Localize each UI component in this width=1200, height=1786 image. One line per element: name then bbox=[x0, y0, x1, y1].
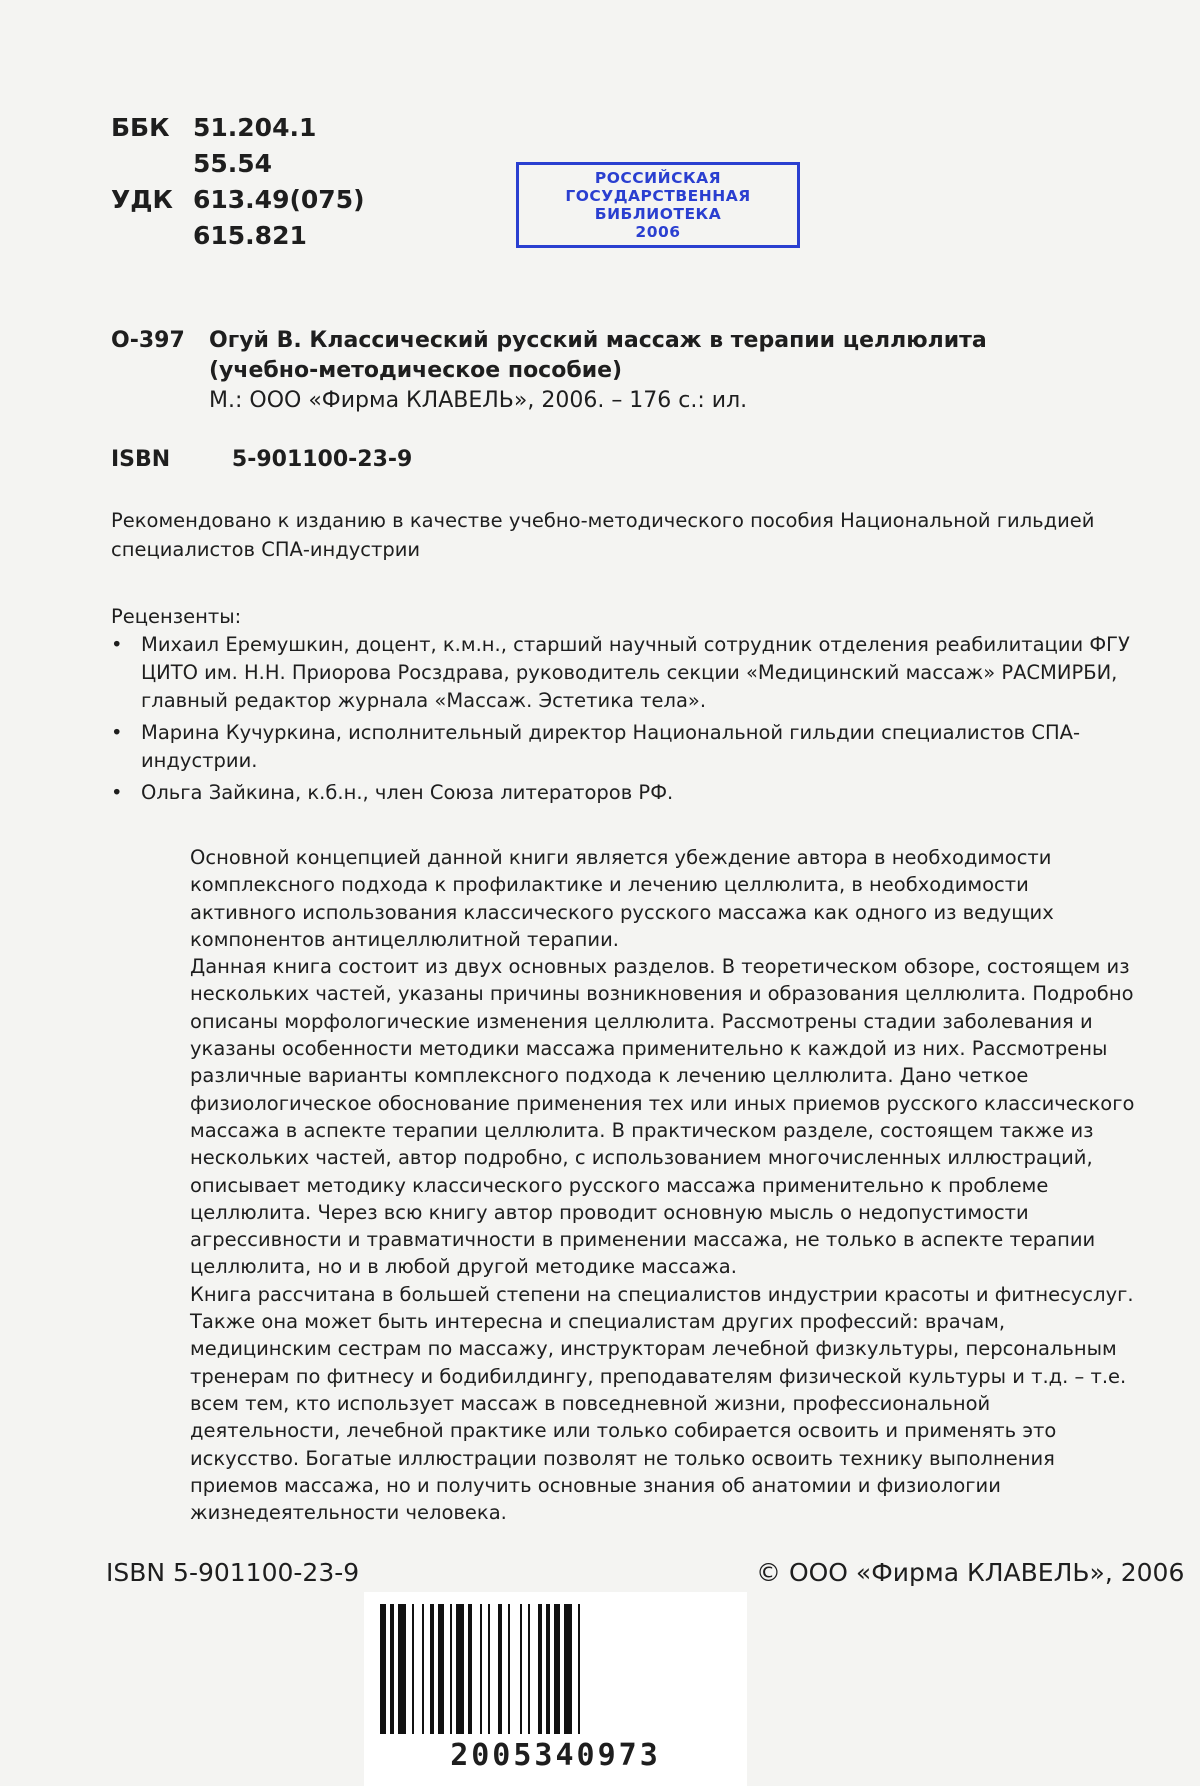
barcode-number: 2005340973 bbox=[450, 1738, 661, 1773]
barcode-bar bbox=[390, 1604, 394, 1734]
reviewers-section bbox=[111, 603, 1141, 807]
annotation-paragraph-3: Книга рассчитана в большей степени на специалистов индустрии красоты и фитнесуслуг. Также она может быть интересна и специалистам других профессий: врачам, медицинским сестрам по массажу, инструкторам лечебной физкультуры, персональным тренерам по фитнесу и бодибилдингу, преподавателям физической культуры и т.д. – т.е. всем тем, кто использует массаж в повседневной жизни, профессиональной деятельности, лечебной практике или только собирается освоить и применять это искусство. Богатые иллюстрации позволят не только освоить технику выполнения приемов массажа, но и получить основные знания об анатомии и физиологии жизнедеятельности человека. bbox=[190, 1282, 1134, 1525]
barcode-bar bbox=[564, 1604, 572, 1734]
barcode-bars bbox=[376, 1604, 735, 1734]
book-title-line-2: (учебно-методическое пособие) bbox=[209, 358, 623, 383]
barcode-bar bbox=[508, 1604, 510, 1734]
barcode-bar bbox=[430, 1604, 434, 1734]
udk-code-2: 615.821 bbox=[193, 221, 307, 250]
barcode-bar bbox=[554, 1604, 560, 1734]
annotation-text bbox=[190, 844, 1140, 1526]
bbk-label: ББК bbox=[111, 113, 170, 142]
stamp-line-4: 2006 bbox=[635, 223, 681, 241]
barcode-bar bbox=[528, 1604, 530, 1734]
reviewers-list bbox=[111, 631, 1141, 807]
bbk-code-2: 55.54 bbox=[193, 149, 273, 178]
recommendation-text: Рекомендовано к изданию в качестве учебно-методического пособия Национальной гильдией специалистов СПА-индустрии bbox=[111, 509, 1095, 561]
barcode-bar bbox=[488, 1604, 490, 1734]
barcode-bar bbox=[480, 1604, 482, 1734]
classification-codes bbox=[111, 110, 365, 254]
book-title-line-1: Огуй В. Классический русский массаж в терапии целлюлита bbox=[209, 328, 987, 353]
isbn-value: 5-901100-23-9 bbox=[231, 447, 413, 472]
barcode-bar bbox=[380, 1604, 386, 1734]
reviewer-item: • Ольга Зайкина, к.б.н., член Союза литераторов РФ. bbox=[111, 779, 1141, 807]
annotation-paragraph-2: Данная книга состоит из двух основных разделов. В теоретическом обзоре, состоящем из нескольких частей, указаны причины возникновения и образования целлюлита. Подробно описаны морфологические изменения целлюлита. Рассмотрены стадии заболевания и указаны особенности методики массажа применительно к каждой из них. Рассмотрены различные варианты комплексного подхода к лечению целлюлита. Дано четкое физиологическое обоснование применения тех или иных приемов русского классического массажа в аспекте терапии целлюлита. В практическом разделе, состоящем также из нескольких частей, автор подробно, с использованием многочисленных иллюстраций, описывает методику классического русского массажа применительно к проблеме целлюлита. Через всю книгу автор проводит основную мысль о недопустимости агрессивности и травматичности в применении массажа, не только в аспекте терапии целлюлита, но и в любой другой методике массажа. bbox=[190, 955, 1135, 1279]
barcode-bar bbox=[456, 1604, 464, 1734]
imprint-line: М.: ООО «Фирма КЛАВЕЛЬ», 2006. – 176 с.: ил. bbox=[209, 388, 748, 413]
copyright-notice: © ООО «Фирма КЛАВЕЛЬ», 2006 bbox=[756, 1558, 1185, 1587]
barcode-bar bbox=[468, 1604, 472, 1734]
isbn-label: ISBN bbox=[111, 447, 171, 472]
stamp-line-1: РОССИЙСКАЯ bbox=[594, 169, 722, 187]
reviewers-heading: Рецензенты: bbox=[111, 605, 242, 628]
barcode bbox=[364, 1592, 747, 1786]
reviewer-item: • Марина Кучуркина, исполнительный директор Национальной гильдии специалистов СПА-индустрии. bbox=[111, 719, 1141, 775]
barcode-bar bbox=[438, 1604, 444, 1734]
isbn-line bbox=[111, 447, 412, 472]
stamp-line-3: БИБЛИОТЕКА bbox=[594, 205, 722, 223]
barcode-bar bbox=[538, 1604, 542, 1734]
bbk-code-1: 51.204.1 bbox=[193, 113, 317, 142]
udk-label: УДК bbox=[111, 185, 173, 214]
library-stamp bbox=[516, 162, 800, 248]
annotation-paragraph-1: Основной концепцией данной книги является убеждение автора в необходимости комплексного подхода к профилактике и лечению целлюлита, в необходимости активного использования классического русского массажа как одного из ведущих компонентов антицеллюлитной терапии. bbox=[190, 846, 1054, 951]
catalog-code: О-397 bbox=[111, 328, 185, 353]
barcode-bar bbox=[546, 1604, 550, 1734]
reviewer-item: • Михаил Еремушкин, доцент, к.м.н., старший научный сотрудник отделения реабилитации ФГУ ЦИТО им. Н.Н. Приорова Росздрава, руководитель секции «Медицинский массаж» РАСМИРБИ, главный редактор журнала «Массаж. Эстетика тела». bbox=[111, 631, 1141, 715]
footer-isbn: ISBN 5-901100-23-9 bbox=[106, 1558, 360, 1587]
barcode-bar bbox=[422, 1604, 424, 1734]
barcode-bar bbox=[450, 1604, 452, 1734]
udk-code-1: 613.49(075) bbox=[193, 185, 365, 214]
barcode-bar bbox=[498, 1604, 502, 1734]
barcode-bar bbox=[520, 1604, 522, 1734]
barcode-bar bbox=[412, 1604, 414, 1734]
barcode-bar bbox=[398, 1604, 406, 1734]
barcode-bar bbox=[578, 1604, 580, 1734]
stamp-line-2: ГОСУДАРСТВЕННАЯ bbox=[565, 187, 751, 205]
